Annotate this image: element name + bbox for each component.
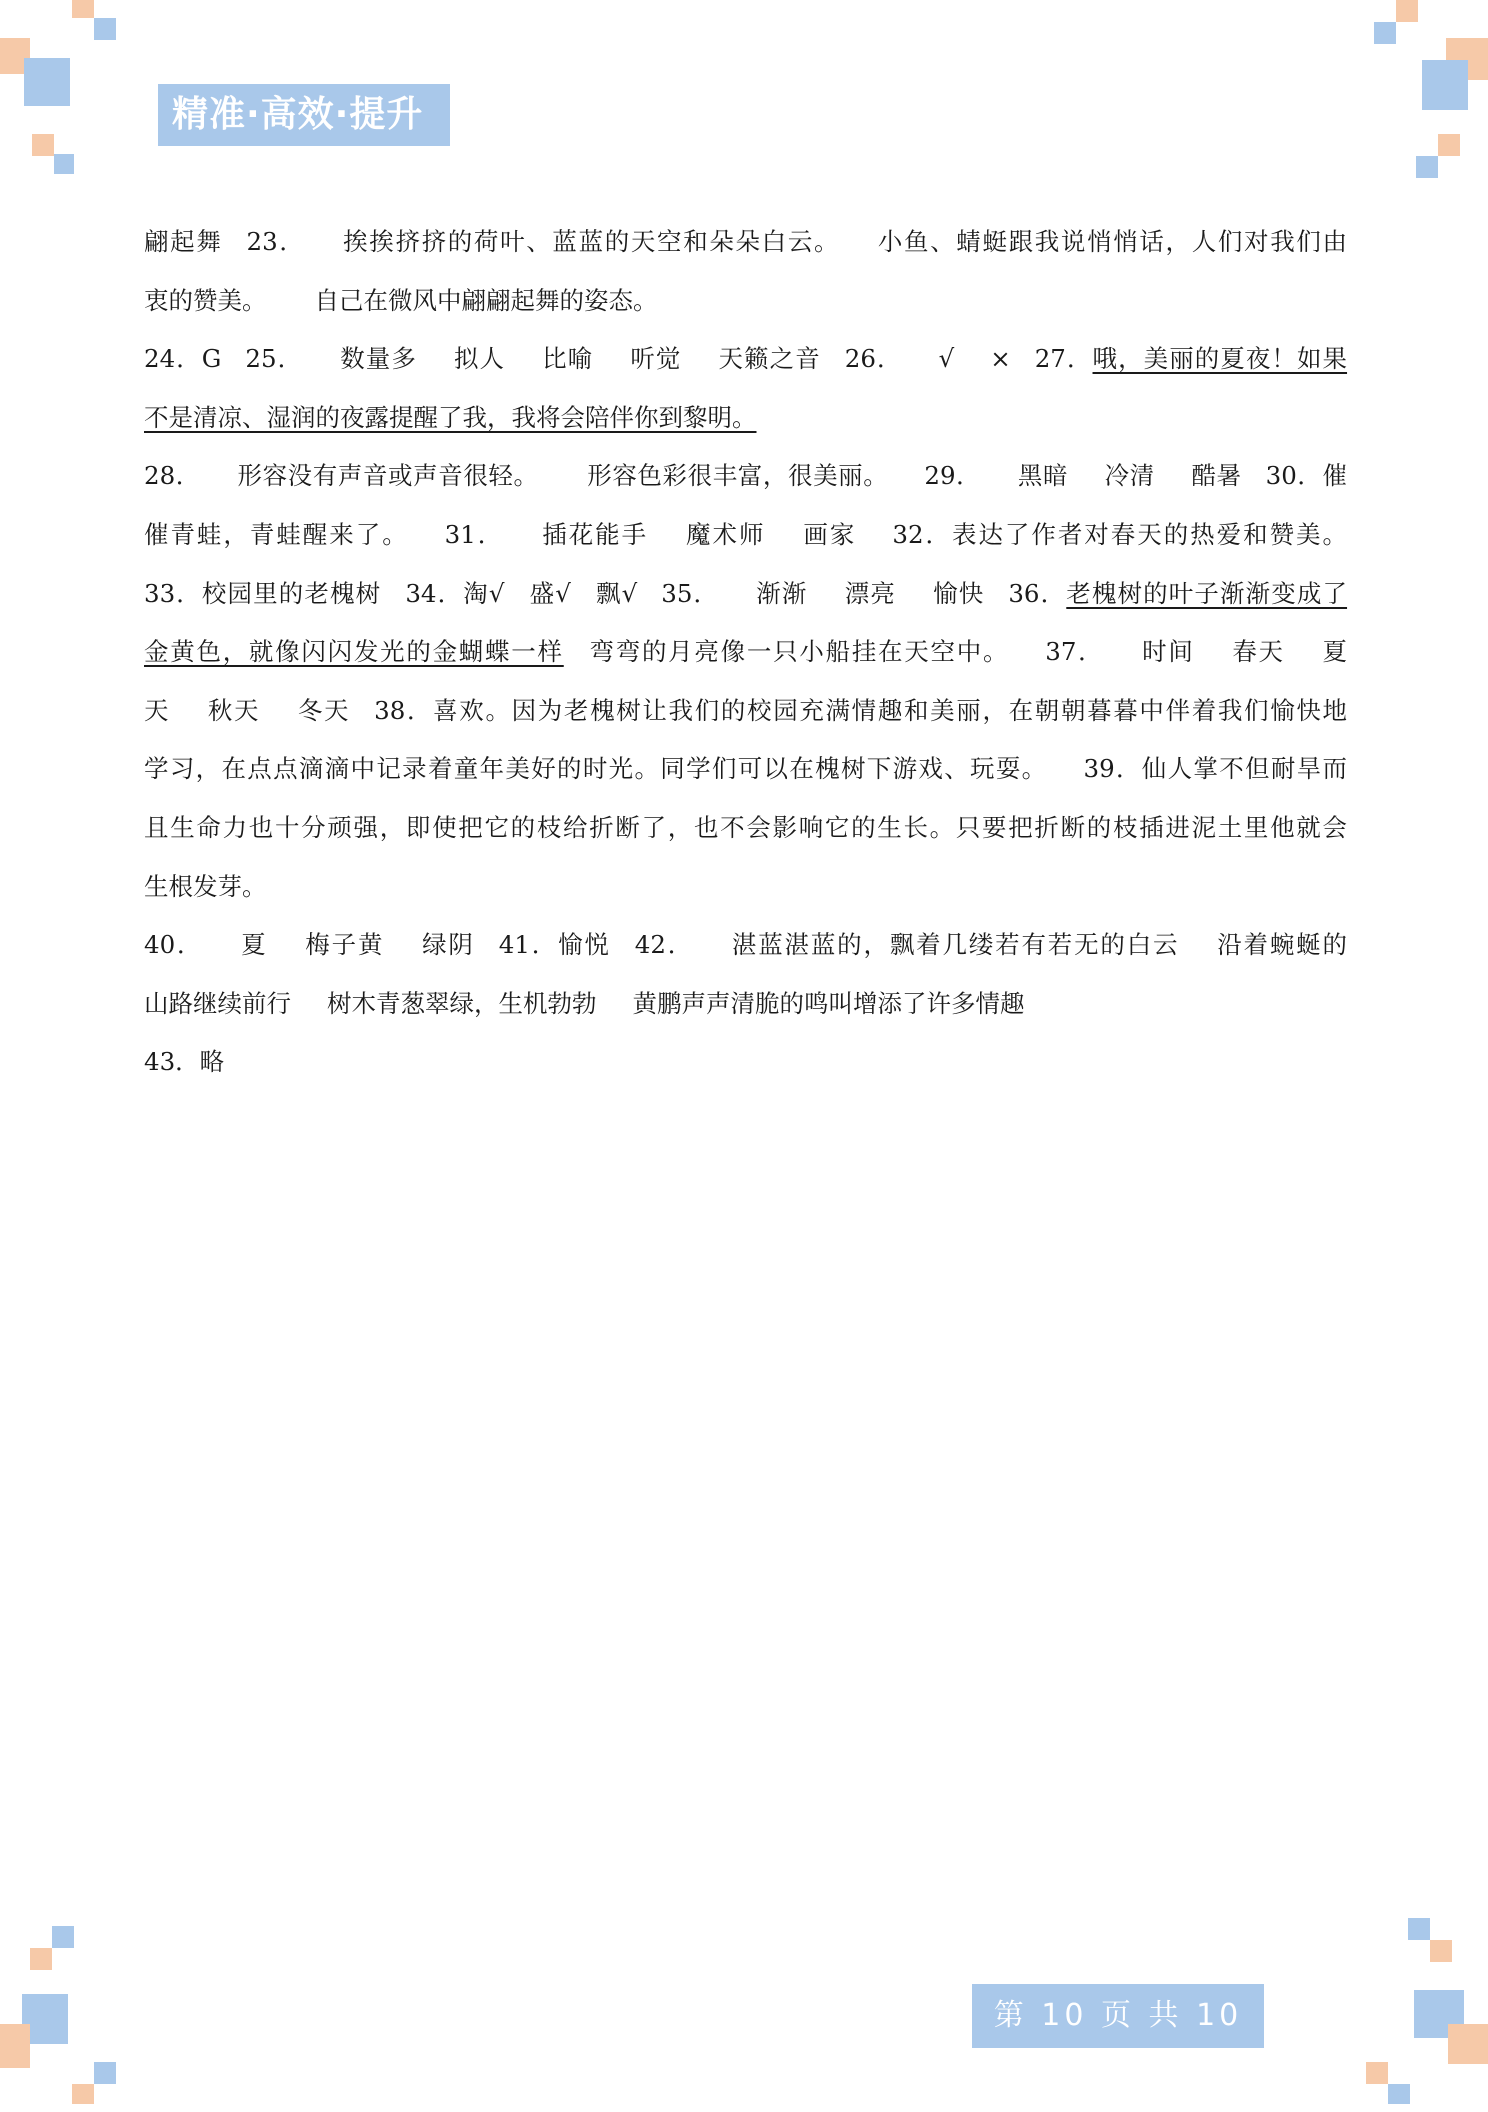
text-line: 24．G 25． 数量多 拟人 比喻 听觉 天籁之音 26． √ × 27．哦，美丽的夏夜！如果 bbox=[144, 344, 1348, 374]
text-line: 金黄色，就像闪闪发光的金蝴蝶一样 弯弯的月亮像一只小船挂在天空中。 37． 时间 春天 夏 bbox=[144, 637, 1348, 667]
text-line: 天 秋天 冬天 38．喜欢。因为老槐树让我们的校园充满情趣和美丽，在朝朝暮暮中伴着我们愉快地 bbox=[144, 695, 1348, 725]
text-line: 40． 夏 梅子黄 绿阴 41．愉悦 42． 湛蓝湛蓝的，飘着几缕若有若无的白云 沿着蜿蜒的 bbox=[144, 930, 1348, 960]
text-line: 催青蛙，青蛙醒来了。 31． 插花能手 魔术师 画家 32．表达了作者对春天的热爱和赞美。 bbox=[144, 519, 1347, 549]
text-line: 43．略 bbox=[144, 1047, 225, 1077]
text-line: 28． 形容没有声音或声音很轻。 形容色彩很丰富，很美丽。 29． 黑暗 冷清 酷暑 30．催 bbox=[144, 461, 1348, 491]
text-line: 且生命力也十分顽强，即使把它的枝给折断了，也不会影响它的生长。只要把折断的枝插进泥土里他就会 bbox=[144, 812, 1347, 842]
answer-text bbox=[144, 213, 1347, 1092]
header-badge: 精准·高效·提升 bbox=[158, 84, 450, 146]
text-line: 33．校园里的老槐树 34．淘√ 盛√ 飘√ 35． 渐渐 漂亮 愉快 36．老槐树的叶子渐渐变成了 bbox=[144, 578, 1348, 608]
page-number-label: 第 10 页 共 10 页 bbox=[972, 1984, 1264, 2048]
text-line: 翩起舞 23． 挨挨挤挤的荷叶、蓝蓝的天空和朵朵白云。 小鱼、蜻蜓跟我说悄悄话，人们对我们由 bbox=[144, 227, 1348, 256]
text-line: 学习，在点点滴滴中记录着童年美好的时光。同学们可以在槐树下游戏、玩耍。 39．仙人掌不但耐旱而 bbox=[144, 754, 1347, 784]
text-line: 衷的赞美。 自己在微风中翩翩起舞的姿态。 bbox=[144, 285, 658, 315]
text-line: 不是清凉、湿润的夜露提醒了我，我将会陪伴你到黎明。 bbox=[144, 402, 757, 432]
text-line: 山路继续前行 树木青葱翠绿，生机勃勃 黄鹏声声清脆的鸣叫增添了许多情趣 bbox=[144, 988, 1025, 1018]
text-line: 生根发芽。 bbox=[144, 871, 267, 901]
